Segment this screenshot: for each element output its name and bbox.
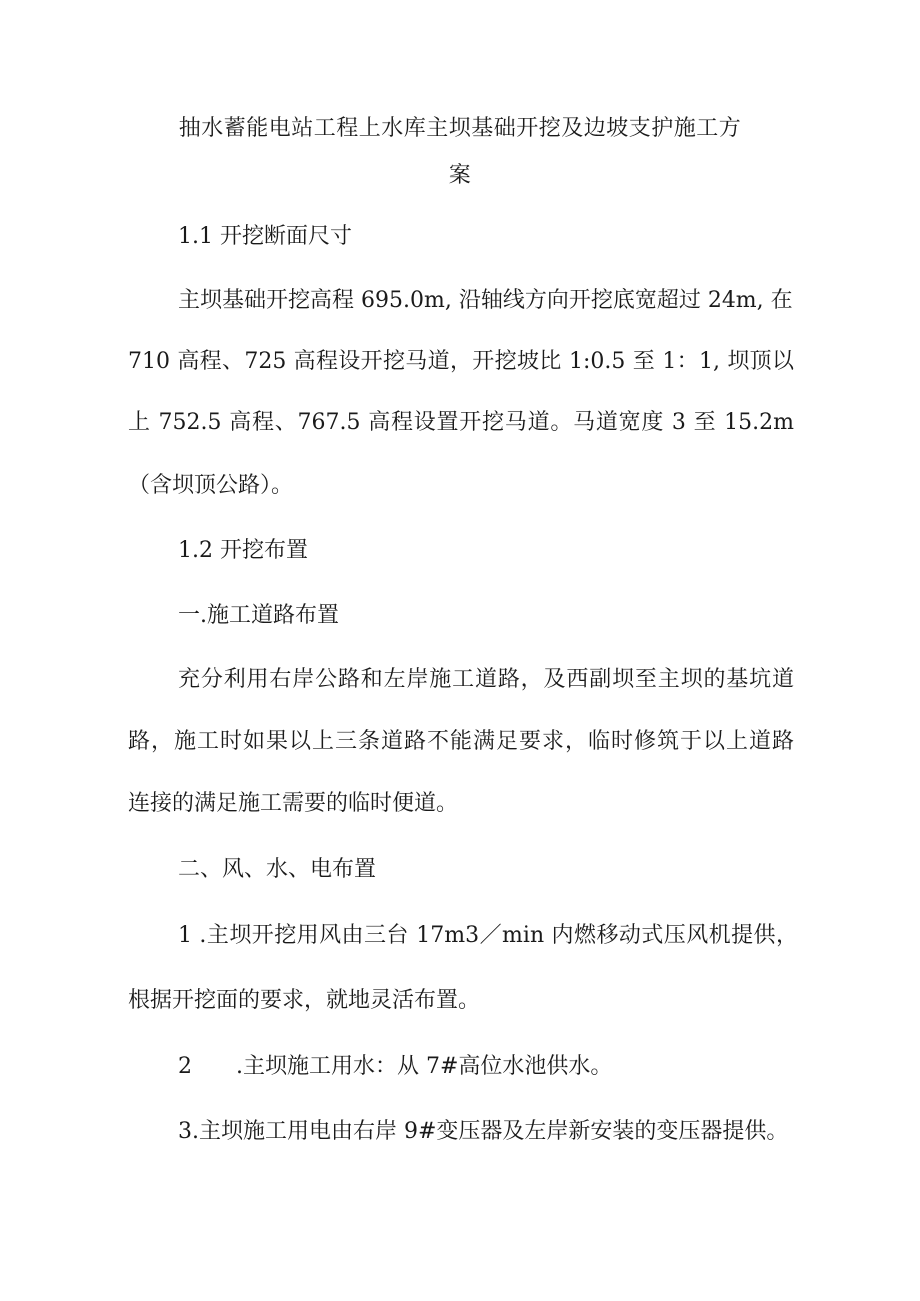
paragraph-line: 连接的满足施工需要的临时便道。 bbox=[128, 791, 459, 816]
section-heading-1-1: 1.1 开挖断面尺寸 bbox=[178, 224, 352, 249]
paragraph-line: 充分利用右岸公路和左岸施工道路，及西副坝至主坝的基坑道 bbox=[178, 667, 794, 692]
list-item-line: 2 .主坝施工用水：从 7#高位水池供水。 bbox=[178, 1054, 613, 1079]
list-item-line: 1 .主坝开挖用风由三台 17m3／min 内燃移动式压风机提供， bbox=[178, 923, 798, 948]
paragraph-line: 上 752.5 高程、767.5 高程设置开挖马道。马道宽度 3 至 15.2m bbox=[128, 410, 794, 435]
document-title-line-2: 案 bbox=[448, 163, 472, 188]
paragraph-line: 710 高程、725 高程设开挖马道，开挖坡比 1:0.5 至 1：1, 坝顶以 bbox=[128, 349, 794, 374]
paragraph-line: 路，施工时如果以上三条道路不能满足要求，临时修筑于以上道路 bbox=[128, 729, 794, 754]
document-title-line-1: 抽水蓄能电站工程上水库主坝基础开挖及边坡支护施工方 bbox=[178, 116, 742, 141]
subsection-heading: 一.施工道路布置 bbox=[178, 603, 339, 628]
section-heading-1-2: 1.2 开挖布置 bbox=[178, 538, 308, 563]
paragraph-line: 主坝基础开挖高程 695.0m, 沿轴线方向开挖底宽超过 24m, 在 bbox=[178, 288, 793, 313]
paragraph-line: （含坝顶公路）。 bbox=[128, 473, 294, 498]
list-item-line: 3.主坝施工用电由右岸 9#变压器及左岸新安装的变压器提供。 bbox=[178, 1119, 789, 1144]
subsection-heading: 二、风、水、电布置 bbox=[178, 857, 377, 882]
list-item-line: 根据开挖面的要求，就地灵活布置。 bbox=[128, 988, 481, 1013]
